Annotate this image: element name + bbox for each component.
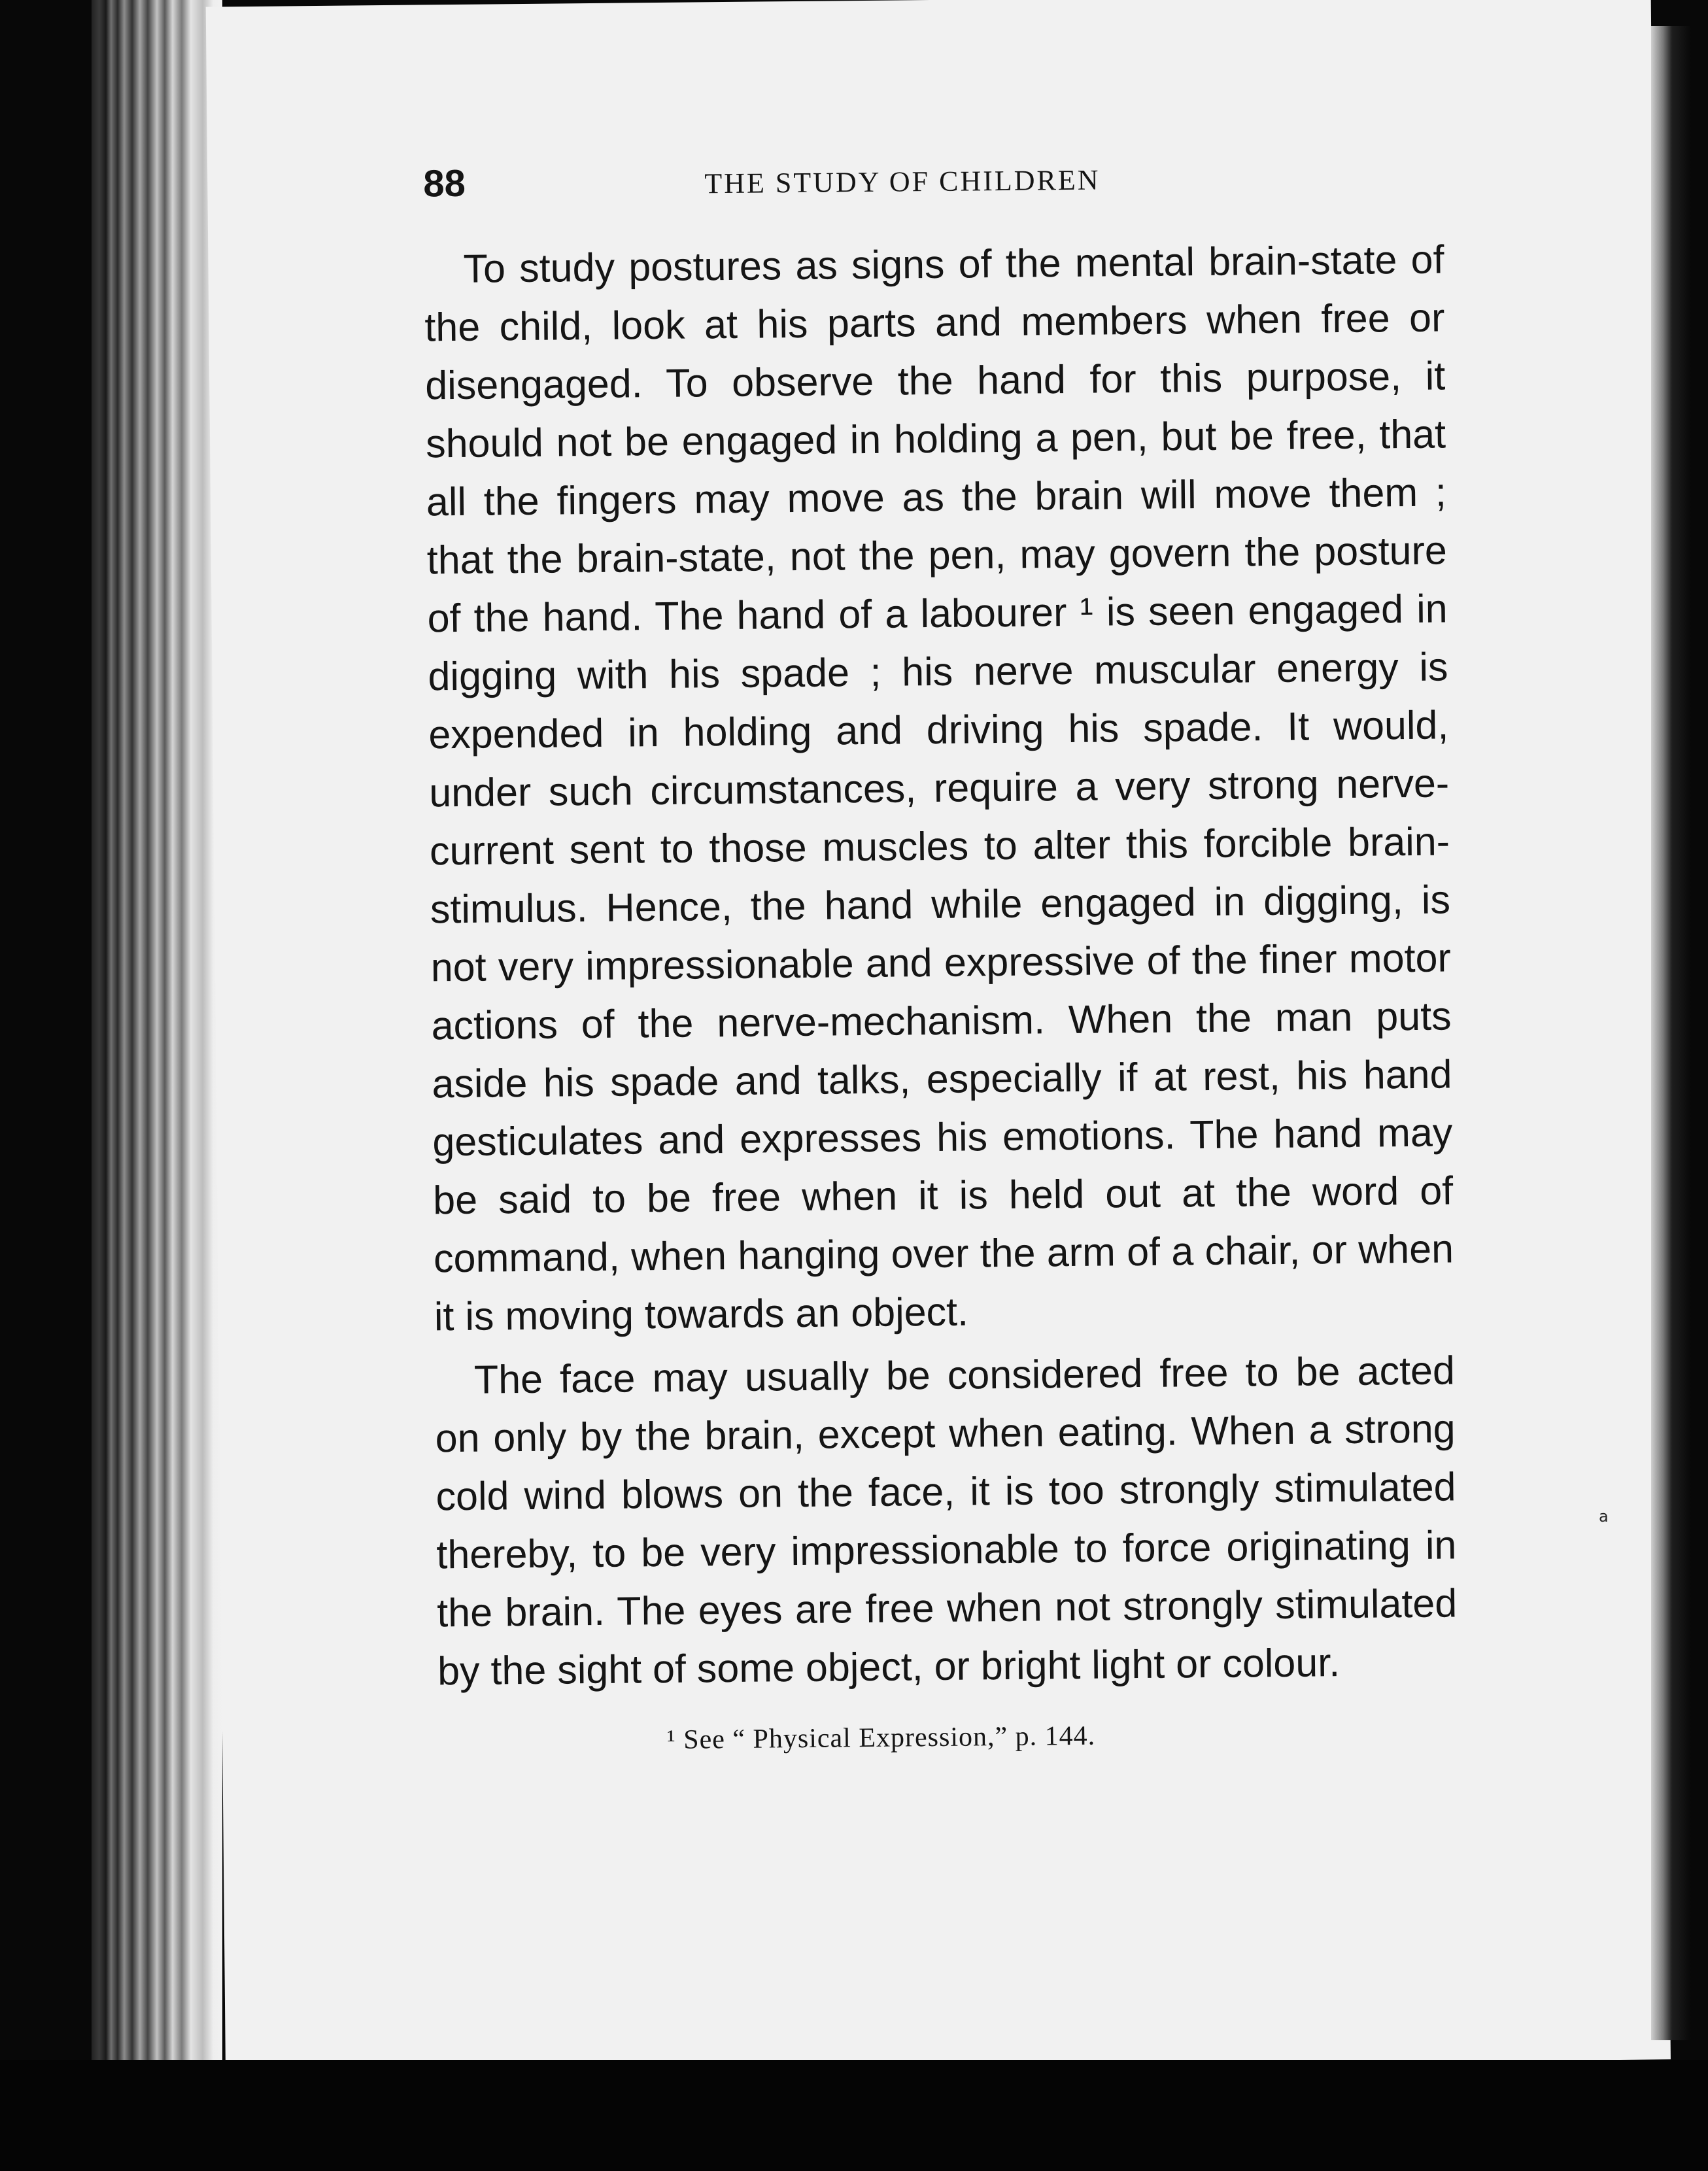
page-number: 88 [422,162,466,205]
right-page-edge [1651,26,1690,2040]
page-header [423,152,1444,240]
running-head: THE STUDY OF CHILDREN [704,163,1101,200]
book-page-edges [92,0,222,2066]
paragraph-2: The face may usually be considered free to be acted on only by the brain, except when eating. When a strong cold wind blows on the face, it is too strongly stimulated thereby, to be very impressionable to force originating in the brain. The eyes are free when not strongly stimulated by the sight of some object, or bright light or colour. [435,1348,1458,1694]
scan-bottom-strip [0,2060,1708,2171]
margin-mark: a [1599,1507,1609,1526]
body-text [424,230,1458,1700]
footnote: ¹ See “ Physical Expression,” p. 144. [666,1720,1096,1755]
paragraph-1: To study postures as signs of the mental brain-state of the child, look at his parts and members when free or disengaged. To observe the hand for this purpose, it should not be engaged in holding a pen, but be free, that all the fingers may move as the brain will move them ; that the brain-state, not the pen, may govern the posture of the hand. The hand of a labourer ¹ is seen engaged in digging with his spade ; his nerve muscular energy is expended in holding and driving his spade. It would, under such circumstances, require a very strong nerve-current sent to those muscles to alter this forcible brain-stimulus. Hence, the hand while engaged in digging, is not very impressionable and expressive of the finer motor actions of the nerve-mechanism. When the man puts aside his spade and talks, especially if at rest, his hand gesticulates and expresses his emotions. The hand may be said to be free when it is held out at the word of command, when hanging over the arm of a chair, or when it is moving towards an object. [424,237,1454,1339]
book-page [206,0,1671,2073]
page-content [423,152,1458,1758]
